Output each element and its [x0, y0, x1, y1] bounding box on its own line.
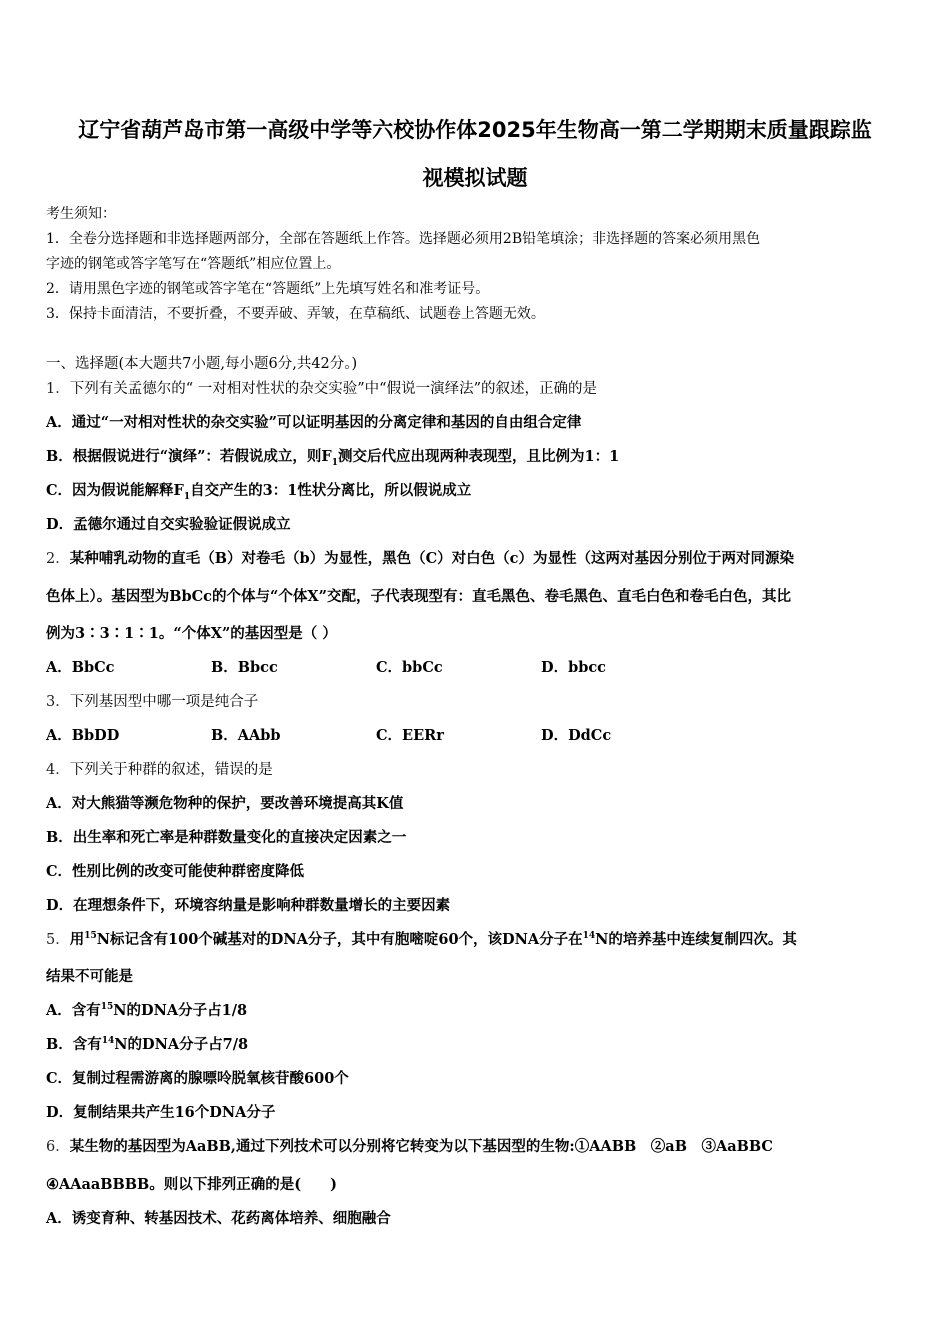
question-5-stem-line1: 5．用$^{15}$N标记含有100个碱基对的DNA分子，其中有胞嘧啶60个，该DNA分子在$^{14}$N的培养基中连续复制四次。其 [46, 931, 797, 948]
question-4-option-a: A．对大熊猫等濒危物种的保护，要改善环境提高其K值 [46, 795, 404, 812]
question-4-option-d: D．在理想条件下，环境容纳量是影响种群数量增长的主要因素 [46, 897, 451, 914]
notice-heading: 考生须知： [46, 206, 116, 222]
question-1-stem: 下列有关孟德尔的“ 一对相对性状的杂交实验”中“假说一演绎法”的叙述，正确的是 [69, 381, 597, 397]
question-6-stem-line2: ④AAaaBBBB。则以下排列正确的是( ) [46, 1176, 338, 1193]
question-3-option-a: A．BbDD [46, 727, 120, 744]
notice-item-1a: 1．全卷分选择题和非选择题两部分，全部在答题纸上作答。选择题必须用2B铅笔填涂；非选择题的答案必须用黑色 [46, 231, 761, 247]
question-3-stem: 下列基因型中哪一项是纯合子 [69, 694, 259, 710]
question-1 [46, 377, 916, 398]
question-4 [46, 758, 916, 779]
question-1-option-a: A．通过“一对相对性状的杂交实验”可以证明基因的分离定律和基因的自由组合定律 [46, 414, 582, 431]
section-heading: 一、选择题(本大题共7小题,每小题6分,共42分。) [46, 356, 358, 372]
question-3-option-d: D．DdCc [541, 727, 612, 744]
question-2-stem-line2: 色体上）。基因型为BbCc的个体与“个体X”交配，子代表现型有：直毛黑色、卷毛黑色、直毛白色和卷毛白色，其比 [46, 588, 791, 605]
question-6-number: 6． [46, 1139, 70, 1155]
question-1-option-b: B．根据假说进行“演绎”：若假说成立，则$F_1$测交后代应出现两种表现型，且比例为1：1 [46, 448, 620, 468]
exam-title-line2: 视模拟试题 [422, 166, 528, 190]
question-2-option-b: B．Bbcc [211, 659, 278, 676]
question-3-option-c: C．EERr [376, 727, 444, 744]
question-4-stem: 下列关于种群的叙述，错误的是 [69, 762, 273, 778]
question-6-option-a: A．诱变育种、转基因技术、花药离体培养、细胞融合 [46, 1210, 391, 1227]
question-5-option-b: B．含有$^{14}$N的DNA分子占7/8 [46, 1036, 249, 1053]
question-3-option-b: B．AAbb [211, 727, 281, 744]
notice-item-1b: 字迹的钢笔或答字笔写在“答题纸”相应位置上。 [46, 256, 341, 272]
question-2-option-a: A．BbCc [46, 659, 115, 676]
question-3-number: 3． [46, 694, 70, 710]
question-4-option-b: B．出生率和死亡率是种群数量变化的直接决定因素之一 [46, 829, 407, 846]
question-2-number: 2． [46, 551, 70, 567]
question-6-stem-line1: 6．某生物的基因型为AaBB,通过下列技术可以分别将它转变为以下基因型的生物:①AABB ②aB ③AaBBC [46, 1138, 773, 1155]
question-2-option-d: D．bbcc [541, 659, 607, 676]
question-5-stem-line2: 结果不可能是 [46, 968, 133, 985]
question-4-option-c: C．性别比例的改变可能使种群密度降低 [46, 863, 305, 880]
question-1-option-c: C．因为假说能解释$F_1$自交产生的3：1性状分离比，所以假说成立 [46, 482, 472, 502]
question-1-option-d: D．孟德尔通过自交实验验证假说成立 [46, 516, 291, 533]
question-5-option-c: C．复制过程需游离的腺嘌呤脱氧核苷酸600个 [46, 1070, 349, 1087]
question-5-option-a: A．含有$^{15}$N的DNA分子占1/8 [46, 1002, 248, 1019]
question-3 [46, 690, 916, 711]
notice-item-2: 2．请用黑色字迹的钢笔或答字笔在“答题纸”上先填写姓名和准考证号。 [46, 281, 490, 297]
question-4-number: 4． [46, 762, 70, 778]
question-2-stem-line1: 2．某种哺乳动物的直毛（B）对卷毛（b）为显性，黑色（C）对白色（c）为显性（这两对基因分别位于两对同源染 [46, 550, 794, 567]
question-2-stem-line3: 例为3∶3∶1∶1。“个体X”的基因型是（ ） [46, 625, 337, 642]
question-5-number: 5． [46, 932, 70, 948]
question-5-option-d: D．复制结果共产生16个DNA分子 [46, 1104, 276, 1121]
exam-title-line1: 辽宁省葫芦岛市第一高级中学等六校协作体2025年生物高一第二学期期末质量跟踪监 [78, 118, 872, 142]
notice-item-3: 3．保持卡面清洁，不要折叠，不要弄破、弄皱，在草稿纸、试题卷上答题无效。 [46, 306, 545, 322]
question-1-number: 1． [46, 381, 70, 397]
question-2-option-c: C．bbCc [376, 659, 443, 676]
